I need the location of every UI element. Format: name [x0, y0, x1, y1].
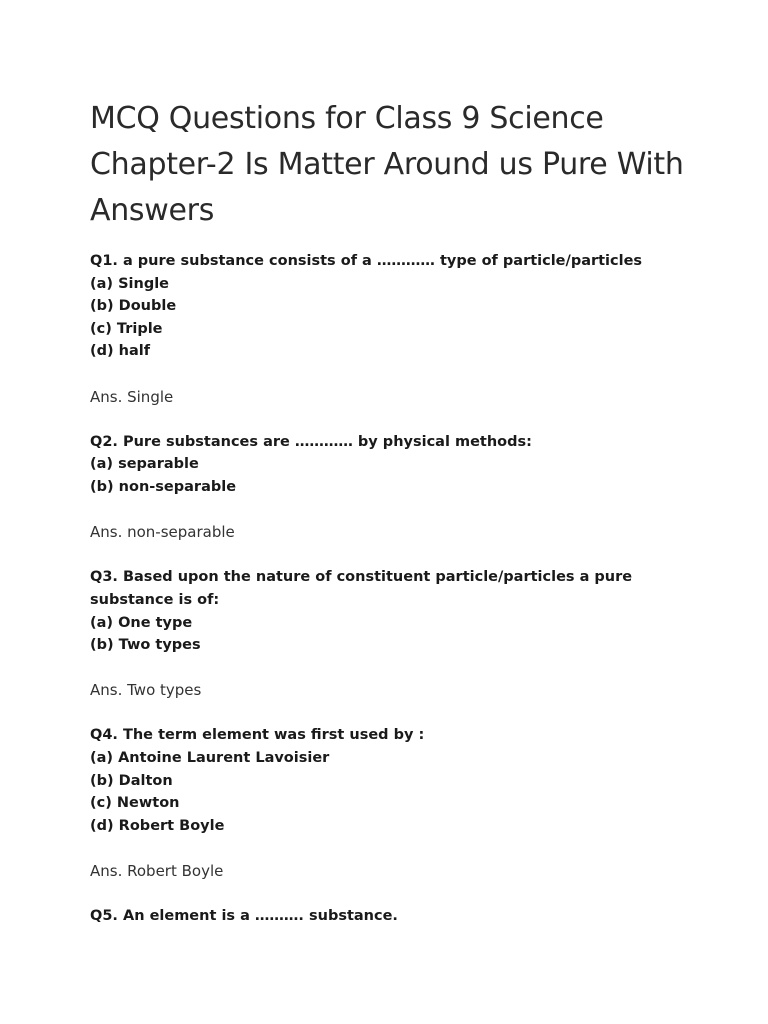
- option-a: (a) separable: [90, 456, 199, 473]
- option-b: (b) Dalton: [90, 772, 173, 789]
- document-page: [90, 96, 690, 928]
- answer-text: Ans. non-separable: [90, 523, 235, 542]
- option-d: (d) half: [90, 343, 151, 360]
- option-d: (d) Robert Boyle: [90, 817, 225, 834]
- option-b: (b) non-separable: [90, 478, 237, 495]
- question-text: Q4. The term element was first used by :: [90, 727, 425, 744]
- question-5: [90, 905, 690, 928]
- question-1: [90, 250, 690, 408]
- option-b: (b) Two types: [90, 637, 201, 654]
- answer-text: Ans. Robert Boyle: [90, 862, 224, 881]
- option-a: (a) One type: [90, 614, 193, 631]
- question-text: Q3. Based upon the nature of constituent particle/particles a pure substance is of:: [90, 569, 633, 608]
- option-a: (a) Single: [90, 275, 170, 292]
- question-text: Q2. Pure substances are ………… by physical methods:: [90, 433, 532, 450]
- answer-text: Ans. Single: [90, 387, 174, 406]
- question-4: [90, 724, 690, 882]
- option-c: (c) Newton: [90, 795, 180, 812]
- question-text: Q1. a pure substance consists of a ………… type of particle/particles: [90, 253, 643, 269]
- option-b: (b) Double: [90, 298, 177, 315]
- answer-text: Ans. Two types: [90, 681, 202, 700]
- question-3: [90, 566, 690, 702]
- option-c: (c) Triple: [90, 320, 163, 337]
- question-2: [90, 431, 690, 544]
- question-text: Q5. An element is a ………. substance.: [90, 908, 398, 925]
- page-title: MCQ Questions for Class 9 Science Chapter-2 Is Matter Around us Pure With Answers: [90, 101, 684, 228]
- option-a: (a) Antoine Laurent Lavoisier: [90, 750, 330, 767]
